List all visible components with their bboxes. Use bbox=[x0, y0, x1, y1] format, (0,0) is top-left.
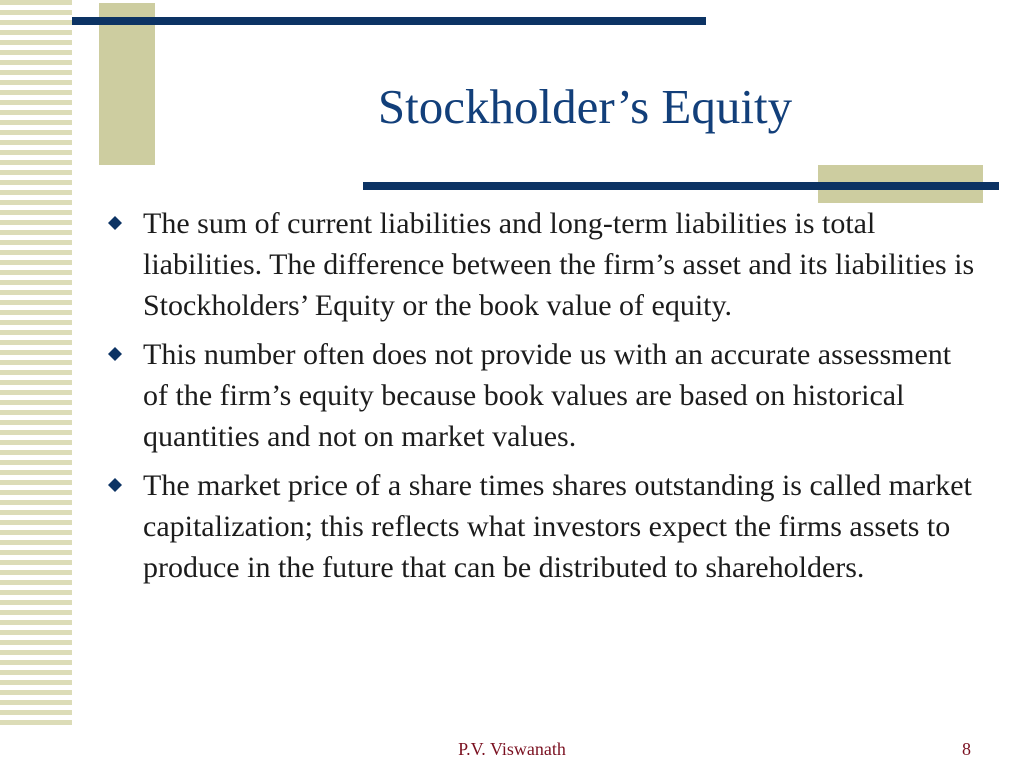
bullet-text: The sum of current liabilities and long-term liabilities is total liabilities. The difference between the firm’s asset and its liabilities is Stockholders’ Equity or the book value of equity. bbox=[143, 207, 975, 322]
title-rule-top bbox=[72, 17, 706, 25]
bullet-item bbox=[103, 203, 983, 326]
bullet-text: The market price of a share times shares outstanding is called market capitalization; this reflects what investors expect the firms assets to produce in the future that can be distributed to shareholders. bbox=[143, 469, 972, 584]
bullet-item bbox=[103, 334, 983, 457]
diamond-bullet-icon bbox=[107, 477, 123, 493]
decorative-block-top-left bbox=[99, 3, 155, 165]
footer-author: P.V. Viswanath bbox=[458, 739, 566, 759]
diamond-bullet-icon bbox=[107, 346, 123, 362]
page-number: 8 bbox=[962, 739, 971, 759]
slide-title: Stockholder’s Equity bbox=[377, 79, 793, 134]
decorative-stripes bbox=[0, 0, 72, 728]
diamond-bullet-icon bbox=[107, 215, 123, 231]
bullet-text: This number often does not provide us with an accurate assessment of the firm’s equity because book values are based on historical quantities and not on market values. bbox=[143, 338, 952, 453]
bullet-item bbox=[103, 465, 983, 588]
title-rule-bottom bbox=[363, 182, 999, 190]
bullet-list bbox=[103, 203, 983, 596]
